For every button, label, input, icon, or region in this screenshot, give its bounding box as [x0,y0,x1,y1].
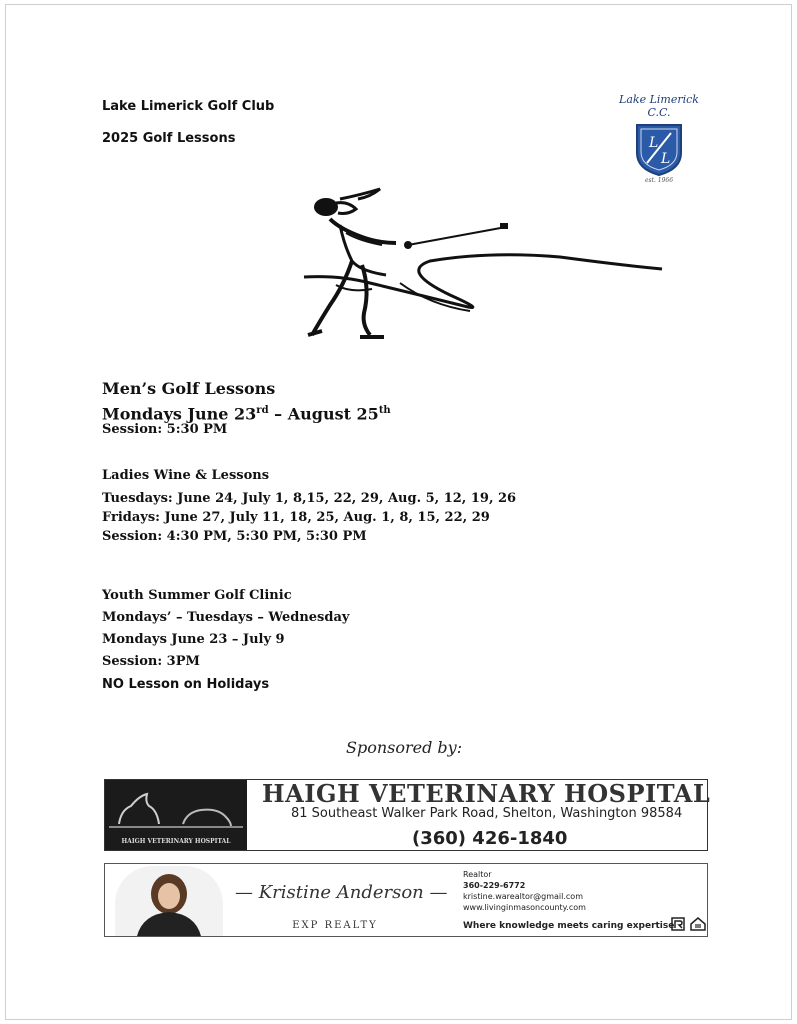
mens-dates-sup-end: th [378,405,391,416]
mens-dates-start: Mondays June 23 [102,404,257,424]
mens-dates-sup-start: rd [256,405,269,416]
vet-sponsor-ad [104,779,711,851]
golfer-swing-icon [300,185,670,345]
realtor-website: www.livinginmasoncounty.com [463,903,586,912]
realtor-signature: — Kristine Anderson — [235,882,448,903]
shield-icon [633,121,685,177]
page-subtitle: 2025 Golf Lessons [102,131,236,146]
realtor-email: kristine.warealtor@gmail.com [463,892,583,901]
realtor-tagline: Where knowledge meets caring expertise [463,921,675,931]
realtor-badges [671,916,707,932]
ladies-tuesdays: Tuesdays: June 24, July 1, 8,15, 22, 29, Aug. 5, 12, 19, 26 [102,491,517,506]
document-page [5,4,792,1020]
logo-initial-top: L [649,135,659,151]
mens-dates [102,401,391,424]
vet-ad-caption: HAIGH VETERINARY HOSPITAL [121,838,231,845]
club-logo [606,93,712,184]
realtor-contact [463,869,586,913]
logo-est: est. 1966 [644,177,674,184]
mens-title: Men’s Golf Lessons [102,379,276,398]
realtor-brand: EXP REALTY [292,920,378,931]
sponsored-heading: Sponsored by: [346,738,463,757]
vet-name: HAIGH VETERINARY HOSPITAL [262,779,711,808]
ladies-title: Ladies Wine & Lessons [102,468,270,483]
youth-title: Youth Summer Golf Clinic [102,588,292,603]
logo-name: Lake Limerick C.C. [619,93,699,119]
person-icon [115,866,223,936]
youth-dates: Mondays June 23 – July 9 [102,632,285,647]
realtor-role: Realtor [463,870,492,879]
holiday-note: NO Lesson on Holidays [102,677,270,692]
realtor-photo [115,866,223,936]
youth-session: Session: 3PM [102,654,200,669]
ladies-session: Session: 4:30 PM, 5:30 PM, 5:30 PM [102,529,367,544]
realtor-phone: 360-229-6772 [463,881,526,890]
club-name: Lake Limerick Golf Club [102,99,275,114]
equal-housing-icon [691,918,705,930]
mens-dates-end: – August 25 [268,404,379,424]
realtor-sponsor-ad [104,863,708,937]
horse-icon [105,780,247,836]
logo-initial-bottom: L [661,151,671,167]
ladies-fridays: Fridays: June 27, July 11, 18, 25, Aug. 1, 8, 15, 22, 29 [102,510,490,525]
vet-address: 81 Southeast Walker Park Road, Shelton, Washington 98584 [291,806,683,821]
youth-days: Mondays’ – Tuesdays – Wednesday [102,610,350,625]
mens-session: Session: 5:30 PM [102,422,228,437]
vet-phone: (360) 426-1840 [412,828,568,849]
vet-ad-image [105,780,247,850]
